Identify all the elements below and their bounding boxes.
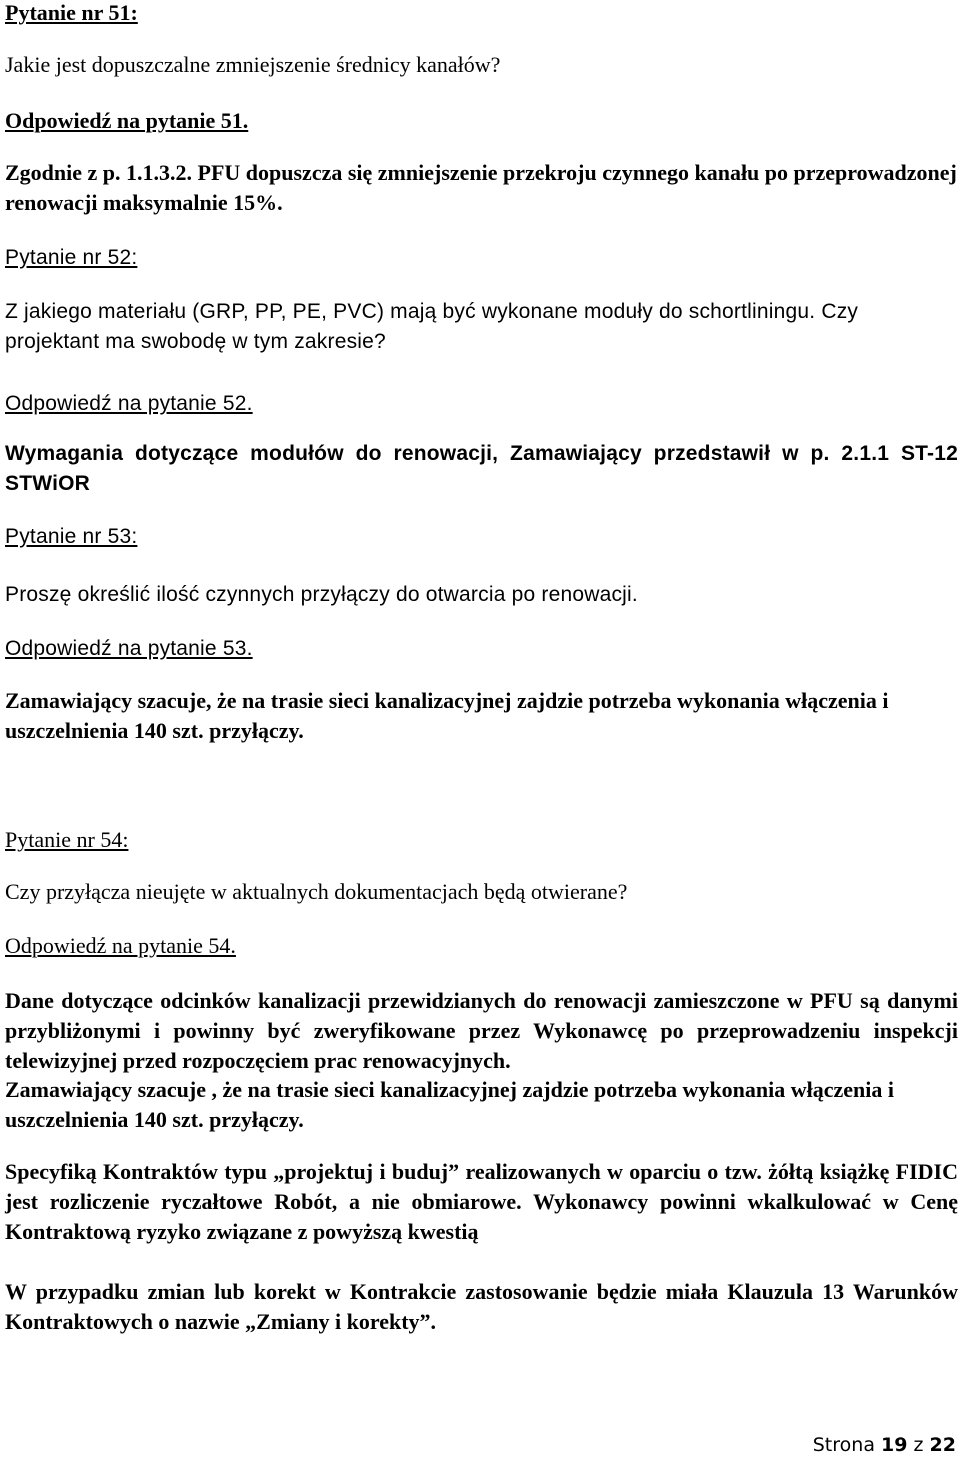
answer-51-heading: Odpowiedź na pytanie 51. [5, 108, 249, 133]
question-53-heading: Pytanie nr 53: [5, 525, 138, 548]
total-pages-number: 22 [929, 1434, 956, 1456]
answer-54-paragraph-4: W przypadku zmian lub korekt w Kontrakcie zastosowanie będzie miała Klauzula 13 Warunków Kontraktowych o nazwie „Zmiany i korekty”. [5, 1279, 958, 1334]
answer-54-paragraph-2: Zamawiający szacuje , że na trasie sieci kanalizacyjnej zajdzie potrzeba wykonania włączenia i uszczelnienia 140 szt. przyłączy. [5, 1077, 895, 1132]
question-53-text: Proszę określić ilość czynnych przyłączy do otwarcia po renowacji. [5, 583, 638, 606]
answer-54-heading: Odpowiedź na pytanie 54. [5, 933, 236, 958]
answer-51-text: Zgodnie z p. 1.1.3.2. PFU dopuszcza się zmniejszenie przekroju czynnego kanału po przeprowadzonej renowacji maksymalnie 15%. [5, 160, 957, 215]
question-52-text: Z jakiego materiału (GRP, PP, PE, PVC) mają być wykonane moduły do schortliningu. Czy projektant ma swobodę w tym zakresie? [5, 300, 859, 353]
question-51-heading: Pytanie nr 51: [5, 0, 138, 25]
answer-54-paragraph-1: Dane dotyczące odcinków kanalizacji przewidzianych do renowacji zamieszczone w PFU są danymi przybliżonymi i powinny być zweryfikowane przez Wykonawcę po przeprowadzeniu inspekcji telewizyjnej przed rozpoczęciem prac renowacyjnych. [5, 988, 958, 1073]
answer-53-heading: Odpowiedź na pytanie 53. [5, 637, 253, 660]
page-of-label: z [913, 1434, 924, 1456]
answer-54-paragraph-3: Specyfiką Kontraktów typu „projektuj i buduj” realizowanych w oparciu o tzw. żółtą książkę FIDIC jest rozliczenie ryczałtowe Robót, a nie obmiarowe. Wykonawcy powinni wkalkulować w Cenę Kontraktową ryzyko związane z powyższą kwestią [5, 1159, 958, 1244]
current-page-number: 19 [881, 1434, 908, 1456]
answer-53-text: Zamawiający szacuje, że na trasie sieci kanalizacyjnej zajdzie potrzeba wykonania włączenia i uszczelnienia 140 szt. przyłączy. [5, 688, 889, 743]
page-number-footer [813, 1432, 956, 1458]
question-52-heading: Pytanie nr 52: [5, 246, 138, 269]
question-51-text: Jakie jest dopuszczalne zmniejszenie średnicy kanałów? [5, 52, 501, 77]
question-54-text: Czy przyłącza nieujęte w aktualnych dokumentacjach będą otwierane? [5, 879, 628, 904]
answer-52-text: Wymagania dotyczące modułów do renowacji, Zamawiający przedstawił w p. 2.1.1 ST-12 STWiOR [5, 442, 958, 495]
question-54-heading: Pytanie nr 54: [5, 827, 129, 852]
page-label: Strona [812, 1434, 875, 1456]
answer-52-heading: Odpowiedź na pytanie 52. [5, 392, 253, 415]
